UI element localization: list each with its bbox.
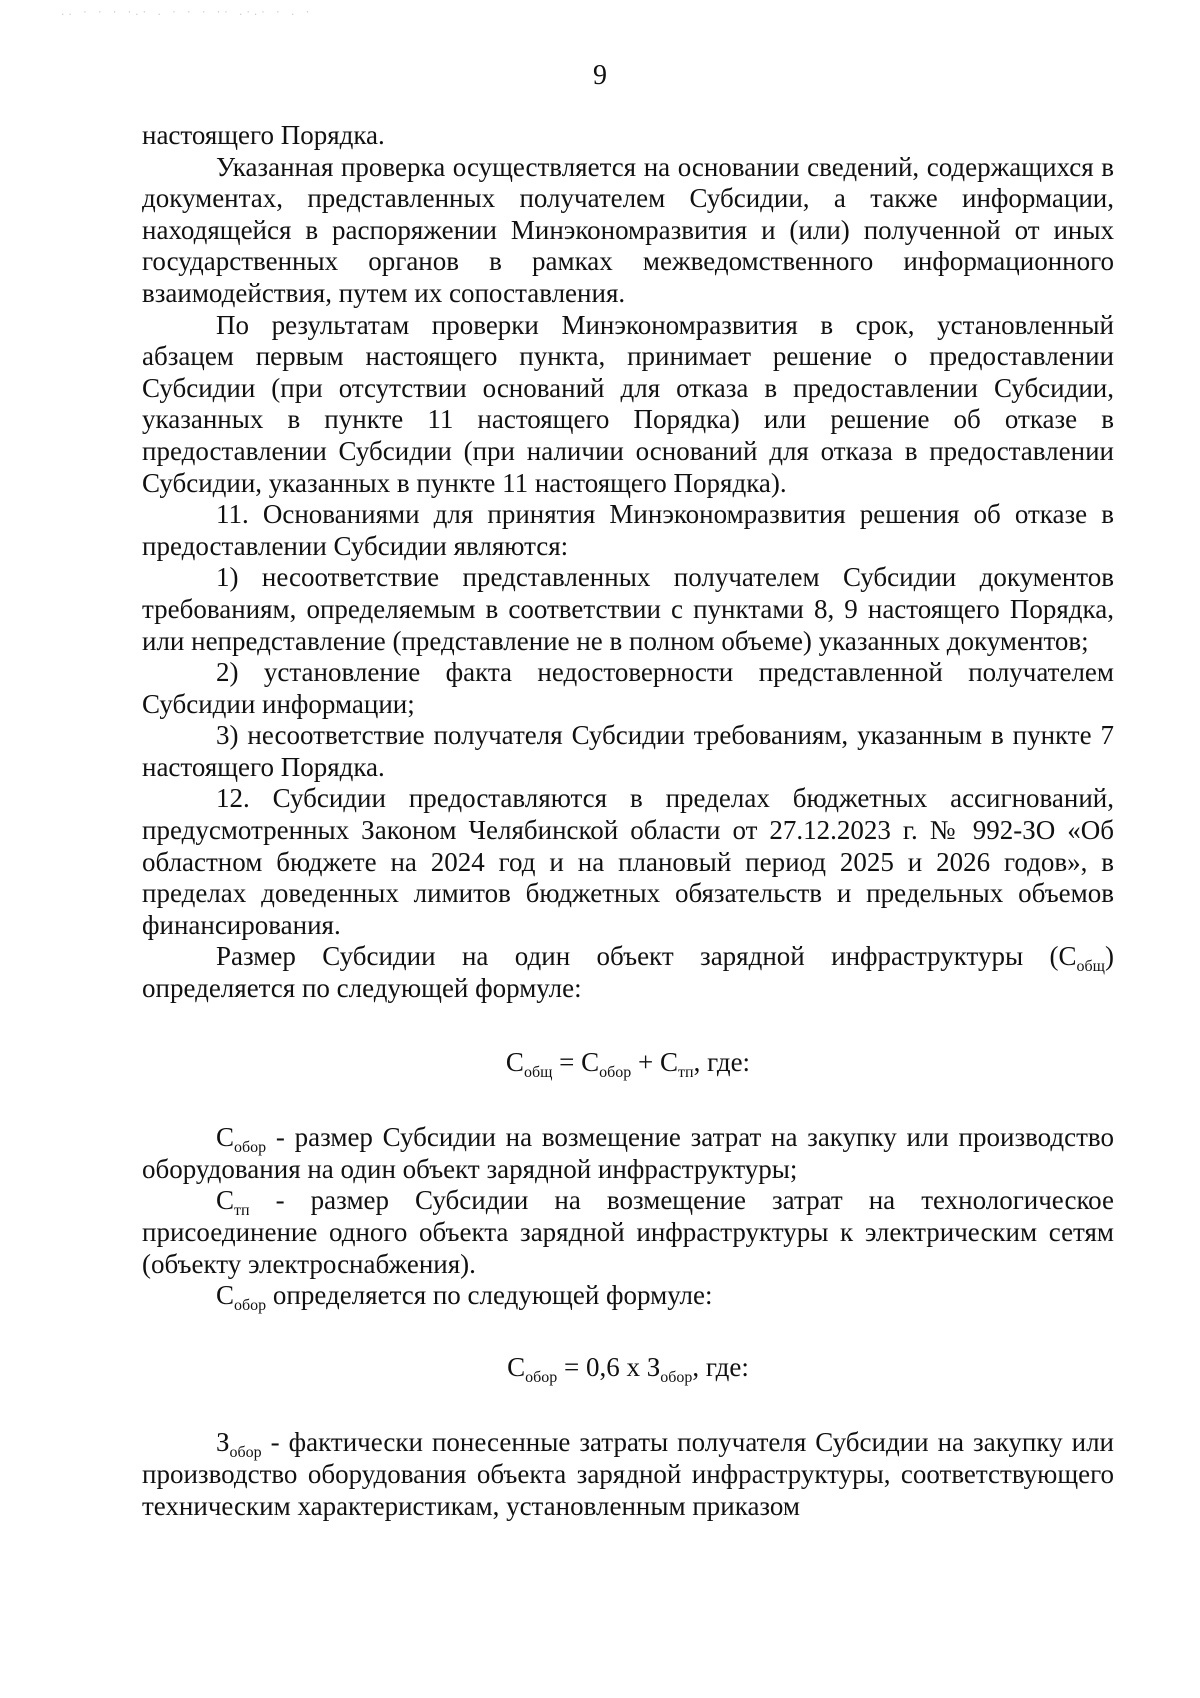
formula-equipment (142, 1352, 1114, 1384)
document-body (142, 120, 1114, 1522)
intro-subscript-obor: обор (234, 1297, 267, 1315)
symbol-c: С (1058, 941, 1077, 972)
subscript-obsh: общ (1076, 958, 1105, 976)
paragraph-item-11: 11. Основаниями для принятия Минэкономразвития решения об отказе в предоставлении Субсидии являются: (142, 499, 1114, 561)
definition-z-obor-text: - фактически понесенные затраты получателя Субсидии на закупку или производство оборудования объекта зарядной инфраструктуры, соответствующего техническим характеристикам, установленным приказом (142, 1427, 1114, 1521)
def-subscript-tp: тп (234, 1202, 250, 1220)
definition-c-obor (142, 1122, 1114, 1185)
def-symbol-z: З (216, 1427, 230, 1458)
paragraph-verification: Указанная проверка осуществляется на основании сведений, содержащихся в документах, представленных получателем Субсидии, а также информации, находящейся в распоряжении Минэкономразвития и (или) полученной от иных государственных органов в рамках межведомственного информационного взаимодействия, путем их сопоставления. (142, 151, 1114, 308)
formula-tail: , где: (693, 1046, 751, 1077)
formula2-eq-coefficient: = 0,6 х (557, 1351, 647, 1382)
paragraph-c-obor-formula-intro (142, 1280, 1114, 1315)
list-item-3: 3) несоответствие получателя Субсидии требованиям, указанным в пункте 7 настоящего Порядка. (142, 720, 1114, 782)
paragraph-subsidy-size-text: Размер Субсидии на один объект зарядной инфраструктуры ( (216, 941, 1059, 972)
def-subscript-obor: обор (234, 1139, 267, 1157)
list-item-1: 1) несоответствие представленных получателем Субсидии документов требованиям, определяемым в соответствии с пунктами 8, 9 настоящего Порядка, или непредставление (представление не в полном объеме) указанных документов; (142, 562, 1114, 656)
formula-symbol-c: С (660, 1046, 679, 1077)
formula2-symbol-c: С (507, 1351, 526, 1382)
def-subscript-obor-z: обор (229, 1444, 262, 1462)
formula2-symbol-z: З (646, 1351, 661, 1382)
formula-symbol-c: С (505, 1046, 524, 1077)
intro-text: определяется по следующей формуле: (266, 1280, 713, 1311)
paragraph-item-12: 12. Субсидии предоставляются в пределах бюджетных ассигнований, предусмотренных Законом Челябинской области от 27.12.2023 г. № 992-ЗО «Об областном бюджете на 2024 год и на плановый период 2025 и 2026 годов», в пределах доведенных лимитов бюджетных обязательств и предельных объемов финансирования. (142, 783, 1114, 940)
definition-c-obor-text: - размер Субсидии на возмещение затрат на закупку или производство оборудования на один объект зарядной инфраструктуры; (142, 1122, 1114, 1184)
formula-total (142, 1047, 1114, 1079)
formula-subscript-obor: обор (599, 1063, 632, 1081)
definition-z-obor (142, 1427, 1114, 1522)
paragraph-continuation: настоящего Порядка. (142, 120, 385, 150)
page-number: 9 (593, 60, 607, 91)
formula2-subscript-obor: обор (525, 1368, 558, 1386)
intro-symbol-c: С (216, 1280, 235, 1311)
formula-symbol-c: С (581, 1046, 600, 1077)
paragraph-decision: По результатам проверки Минэкономразвития в срок, установленный абзацем первым настоящего пункта, принимает решение о предоставлении Субсидии (при отсутствии оснований для отказа в предоставлении Субсидии, указанных в пункте 11 настоящего Порядка) или решение об отказе в предоставлении Субсидии (при наличии оснований для отказа в предоставлении Субсидии, указанных в пункте 11 настоящего Порядка). (142, 309, 1114, 498)
formula2-tail: , где: (692, 1351, 749, 1382)
formula-subscript-tp: тп (678, 1063, 694, 1081)
paragraph-subsidy-size (142, 941, 1114, 1004)
formula2-subscript-obor-z: обор (660, 1368, 693, 1386)
formula-plus: + (631, 1046, 661, 1077)
scan-artifact-strip: .. · · · ·.· . · · · ·· .·.· · . · (60, 8, 313, 18)
formula-subscript-obsh: общ (523, 1063, 553, 1081)
formula-equals: = (552, 1046, 582, 1077)
def-symbol-c: С (216, 1122, 235, 1153)
definition-c-tp (142, 1185, 1114, 1280)
definition-c-tp-text: - размер Субсидии на возмещение затрат на технологическое присоединение одного объекта зарядной инфраструктуры к электрическим сетям (объекту электроснабжения). (142, 1185, 1114, 1279)
def-symbol-c: С (216, 1185, 235, 1216)
list-item-2: 2) установление факта недостоверности представленной получателем Субсидии информации; (142, 657, 1114, 719)
paragraph-subsidy-size-end: ) определяется по следующей формуле: (142, 941, 1114, 1004)
